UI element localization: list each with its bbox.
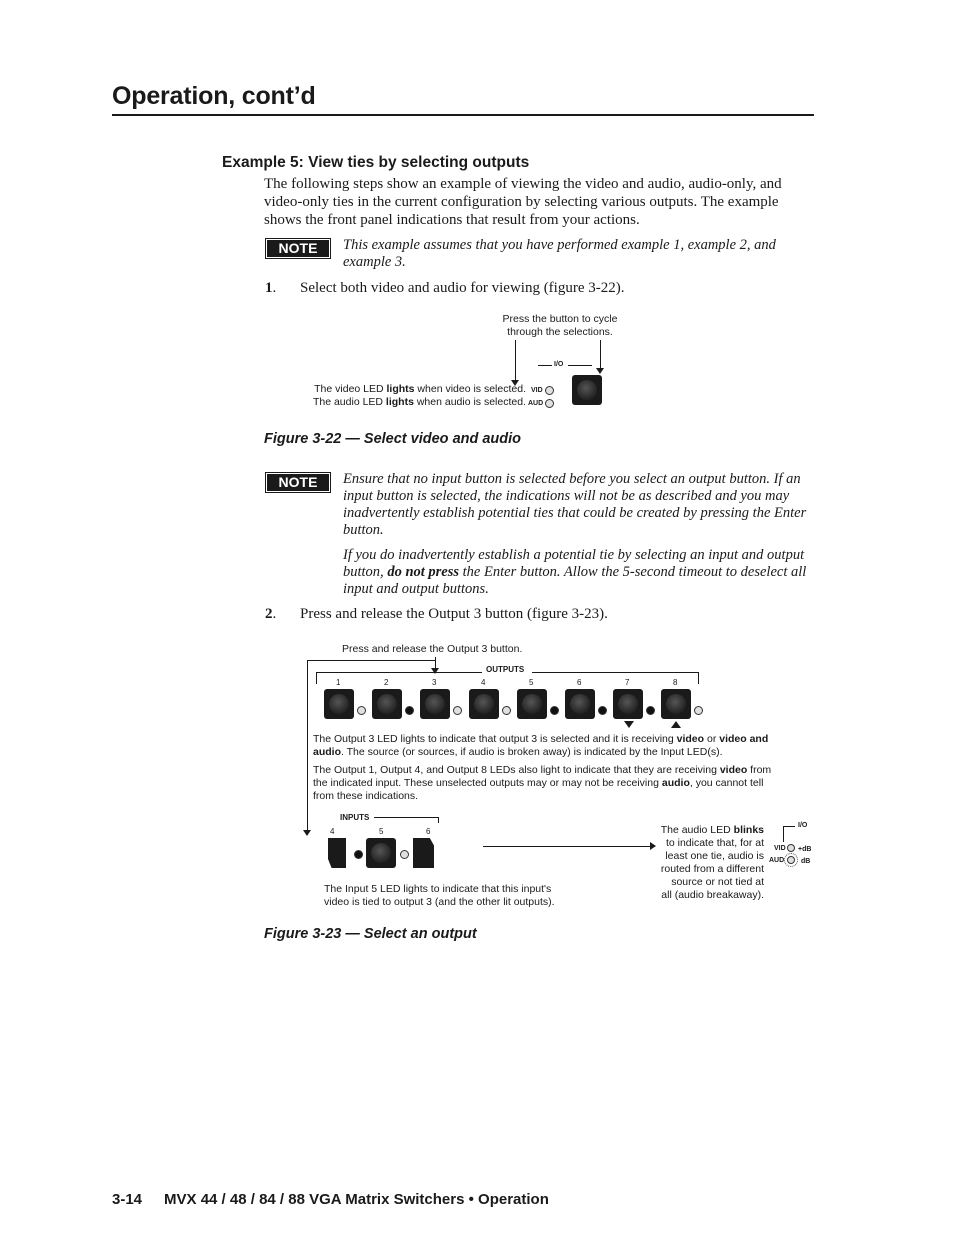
note-badge: NOTE — [266, 239, 330, 258]
note-text: This example assumes that you have performed example 1, example 2, and example 3. — [343, 237, 776, 270]
step-text: Press and release the Output 3 button (figure 3-23). — [300, 606, 608, 622]
vid-led — [787, 844, 795, 852]
output-button-8[interactable] — [661, 689, 691, 719]
page-footer: 3-14 MVX 44 / 48 / 84 / 88 VGA Matrix Switchers • Operation — [112, 1191, 549, 1208]
down-arrow-icon — [624, 721, 634, 728]
input-number: 4 — [330, 827, 335, 836]
bracket-line — [568, 365, 592, 366]
input4-button-partial[interactable] — [328, 838, 346, 868]
output-number: 3 — [432, 678, 437, 687]
other-outputs-desc: The Output 1, Output 4, and Output 8 LEDs also light to indicate that they are receiving video from the indicated input. These unselected outputs may or may not be receiving audio, you cannot tell from these indications. — [313, 764, 772, 802]
up-arrow-icon — [671, 721, 681, 728]
audio-led-desc: The audio LED lights when audio is selected. — [312, 396, 526, 408]
vid-label: VID — [531, 387, 543, 394]
output-button-7[interactable] — [613, 689, 643, 719]
input6-button-partial[interactable] — [413, 838, 434, 868]
output-button-3[interactable] — [420, 689, 450, 719]
arrow-head — [303, 830, 311, 836]
aud-label: AUD — [769, 857, 785, 864]
output-button-5[interactable] — [517, 689, 547, 719]
io-button[interactable] — [572, 375, 602, 405]
arrow-line — [483, 846, 651, 847]
video-led-desc: The video LED lights when video is selected. — [314, 383, 526, 395]
output-button-4[interactable] — [469, 689, 499, 719]
step-text: Select both video and audio for viewing (figure 3-22). — [300, 280, 625, 296]
output-number: 2 — [384, 678, 389, 687]
note-text: If you do inadvertently establish a potential tie by selecting an input and output button, do not press the Enter button. Allow the 5-second timeout to deselect all input and output buttons. — [343, 547, 807, 597]
output-number: 1 — [336, 678, 341, 687]
bracket-line — [374, 817, 438, 818]
output-led-8 — [694, 706, 703, 715]
step-number: 2. — [265, 606, 277, 622]
figure-caption: Figure 3-22 — Select video and audio — [264, 431, 522, 447]
output-number: 7 — [625, 678, 630, 687]
arrow-head — [596, 368, 604, 374]
blink-rays-icon — [784, 853, 798, 867]
input-number: 5 — [379, 827, 384, 836]
arrow-line — [307, 660, 308, 832]
output3-desc: The Output 3 LED lights to indicate that output 3 is selected and it is receiving video or video and audio. The source (or sources, if audio is broken away) is indicated by the Input LED(s). — [313, 733, 769, 758]
aud-led — [545, 399, 554, 408]
arrow-line — [515, 340, 516, 382]
output-led-3 — [453, 706, 462, 715]
output-led-2 — [405, 706, 414, 715]
callout-press-output3: Press and release the Output 3 button. — [342, 643, 523, 655]
output-led-1 — [357, 706, 366, 715]
io-label: I/O — [554, 361, 564, 368]
aud-label: AUD — [528, 400, 544, 407]
output-number: 6 — [577, 678, 582, 687]
page-title: Operation, cont’d — [112, 82, 316, 110]
note-text: Ensure that no input button is selected before you select an output button. If an input button is selected, the indications will not be as described and you may inadvertently establish potential ties that could be created by pressing the Enter button. — [343, 471, 807, 538]
bracket-line — [316, 672, 482, 673]
intro-paragraph: The following steps show an example of viewing the video and audio, audio-only, and video-only ties in the current configuration by selecting various outputs. The example shows the front panel indications that result from your actions. — [264, 176, 782, 228]
output-number: 5 — [529, 678, 534, 687]
input4-led — [354, 850, 363, 859]
step-number: 1. — [265, 280, 277, 296]
title-rule — [112, 114, 814, 116]
output-number: 4 — [481, 678, 486, 687]
output-led-6 — [598, 706, 607, 715]
io-label: I/O — [798, 822, 808, 829]
input5-button[interactable] — [366, 838, 396, 868]
bracket-line — [538, 365, 552, 366]
section-heading: Example 5: View ties by selecting outputs — [222, 154, 530, 171]
input-number: 6 — [426, 827, 431, 836]
minus-db-label: dB — [801, 858, 811, 865]
output-led-7 — [646, 706, 655, 715]
output-number: 8 — [673, 678, 678, 687]
bracket-line — [316, 672, 317, 684]
plus-db-label: +dB — [798, 846, 812, 853]
bracket-line — [532, 672, 698, 673]
vid-led — [545, 386, 554, 395]
bracket-line — [438, 817, 439, 823]
arrow-line — [600, 340, 601, 370]
bracket-line — [698, 672, 699, 684]
bracket-line — [783, 826, 795, 827]
output-led-5 — [550, 706, 559, 715]
inputs-label: INPUTS — [340, 813, 370, 822]
figure-caption: Figure 3-23 — Select an output — [264, 926, 477, 942]
vid-label: VID — [774, 845, 786, 852]
arrow-head — [431, 668, 439, 674]
audio-blink-desc: The audio LED blinks to indicate that, for at least one tie, audio is routed from a different source or not tied at all (audio breakaway). — [660, 824, 764, 901]
note-badge: NOTE — [266, 473, 330, 492]
bracket-line — [783, 826, 784, 842]
callout-cycle: Press the button to cycle through the selections. — [502, 313, 618, 338]
output-button-2[interactable] — [372, 689, 402, 719]
output-led-4 — [502, 706, 511, 715]
input5-desc: The Input 5 LED lights to indicate that this input's video is tied to output 3 (and the other lit outputs). — [324, 883, 555, 908]
outputs-label: OUTPUTS — [486, 665, 525, 674]
output-button-6[interactable] — [565, 689, 595, 719]
arrow-line — [307, 660, 435, 661]
input5-led — [400, 850, 409, 859]
output-button-1[interactable] — [324, 689, 354, 719]
